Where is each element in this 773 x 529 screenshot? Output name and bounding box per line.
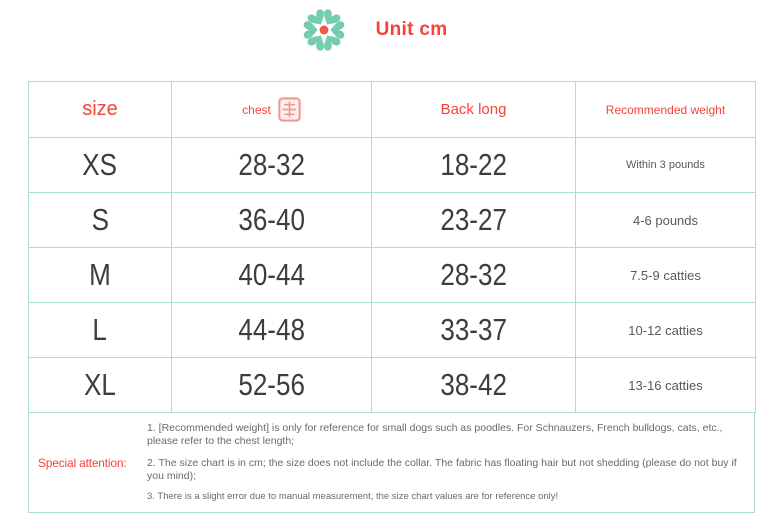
table-row-xs bbox=[29, 138, 756, 193]
chest-value: 28-32 bbox=[172, 138, 372, 193]
size-value: XS bbox=[29, 138, 172, 193]
chest-value: 52-56 bbox=[172, 358, 372, 413]
weight-value: 13-16 catties bbox=[576, 358, 756, 413]
table-row-l bbox=[29, 303, 756, 358]
note-item-1: 1. [Recommended weight] is only for reference for small dogs such as poodles. For Schnauzers, French bulldogs, cats, etc., please refer to the chest length; bbox=[147, 422, 723, 448]
special-attention-box bbox=[28, 412, 755, 513]
back-long-value: 33-37 bbox=[372, 303, 576, 358]
weight-value: 10-12 catties bbox=[576, 303, 756, 358]
special-attention-label: Special attention: bbox=[38, 455, 127, 470]
size-value: M bbox=[29, 248, 172, 303]
back-long-value: 28-32 bbox=[372, 248, 576, 303]
back-long-value: 18-22 bbox=[372, 138, 576, 193]
table-row-m bbox=[29, 248, 756, 303]
column-header-back-long: Back long bbox=[372, 82, 576, 138]
note-item-2: 2. The size chart is in cm; the size does not include the collar. The fabric has floating hair but not shedding (please do not buy if you mind); bbox=[147, 456, 737, 482]
notes-list bbox=[147, 414, 754, 510]
table-row-s bbox=[29, 193, 756, 248]
weight-value: 4-6 pounds bbox=[576, 193, 756, 248]
back-long-value: 23-27 bbox=[372, 193, 576, 248]
table-row-xl bbox=[29, 358, 756, 413]
chest-value: 44-48 bbox=[172, 303, 372, 358]
weight-value: 7.5-9 catties bbox=[576, 248, 756, 303]
weight-value: Within 3 pounds bbox=[576, 138, 756, 193]
page-title: Unit cm bbox=[375, 19, 448, 40]
column-header-recommended-weight: Recommended weight bbox=[576, 82, 756, 138]
column-header-size: size bbox=[29, 82, 172, 138]
note-item-3: 3. There is a slight error due to manual measurement, the size chart values are for reference only! bbox=[147, 490, 559, 502]
back-long-value: 38-42 bbox=[372, 358, 576, 413]
column-header-chest: chest bbox=[172, 82, 372, 138]
chinese-wei-stamp-icon bbox=[278, 97, 301, 122]
flower-icon bbox=[302, 8, 346, 52]
page-header bbox=[0, 8, 761, 52]
size-table bbox=[28, 81, 756, 413]
table-header-row bbox=[29, 82, 756, 138]
chest-value: 40-44 bbox=[172, 248, 372, 303]
size-value: L bbox=[29, 303, 172, 358]
chest-value: 36-40 bbox=[172, 193, 372, 248]
size-value: XL bbox=[29, 358, 172, 413]
size-value: S bbox=[29, 193, 172, 248]
